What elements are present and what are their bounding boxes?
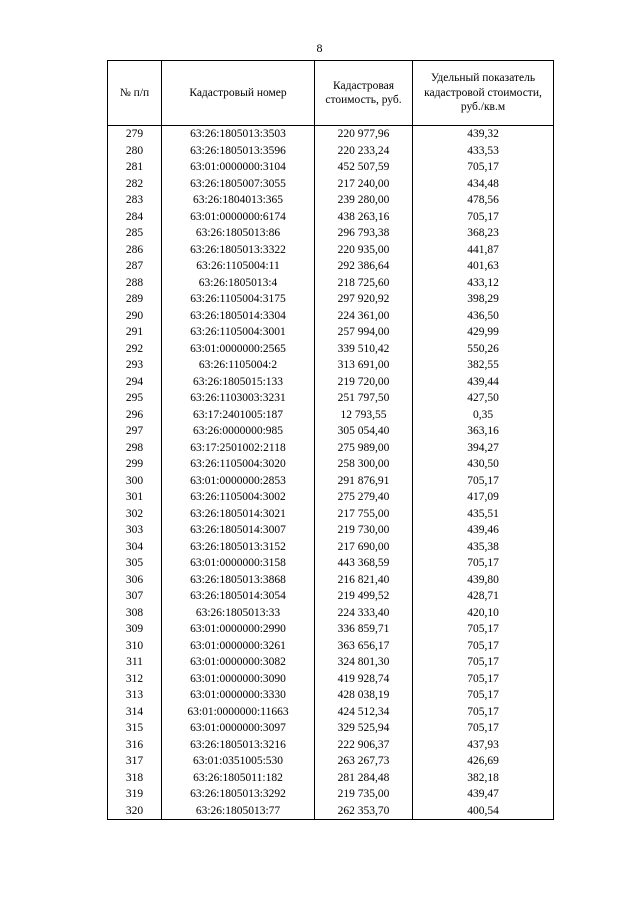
cell-cadastral-number: 63:26:1805013:3216: [162, 737, 315, 754]
cell-cadastral-number: 63:26:1105004:3020: [162, 456, 315, 473]
cell-cadastral-value: 224 361,00: [315, 308, 413, 325]
table-row: [108, 786, 554, 803]
cell-row-number: 320: [108, 803, 162, 820]
cell-cadastral-value: 219 735,00: [315, 786, 413, 803]
cell-cadastral-number: 63:26:1805013:3503: [162, 126, 315, 143]
cell-row-number: 289: [108, 291, 162, 308]
table-row: [108, 126, 554, 143]
cell-row-number: 292: [108, 341, 162, 358]
cell-row-number: 287: [108, 258, 162, 275]
cell-row-number: 282: [108, 176, 162, 193]
cell-row-number: 284: [108, 209, 162, 226]
cell-cadastral-value: 292 386,64: [315, 258, 413, 275]
cell-row-number: 315: [108, 720, 162, 737]
cell-cadastral-number: 63:26:1805013:86: [162, 225, 315, 242]
table-body: [108, 126, 554, 820]
cell-specific-value: 437,93: [413, 737, 554, 754]
cell-cadastral-value: 363 656,17: [315, 638, 413, 655]
cell-cadastral-number: 63:01:0000000:11663: [162, 704, 315, 721]
table-row: [108, 341, 554, 358]
cell-row-number: 319: [108, 786, 162, 803]
cell-specific-value: 382,55: [413, 357, 554, 374]
cell-specific-value: 0,35: [413, 407, 554, 424]
cell-cadastral-number: 63:01:0000000:3261: [162, 638, 315, 655]
table-row: [108, 308, 554, 325]
table-row: [108, 242, 554, 259]
page-number: 8: [316, 41, 323, 55]
cell-cadastral-number: 63:01:0000000:2853: [162, 473, 315, 490]
cell-cadastral-number: 63:26:1805007:3055: [162, 176, 315, 193]
cell-specific-value: 434,48: [413, 176, 554, 193]
cell-specific-value: 363,16: [413, 423, 554, 440]
cell-specific-value: 368,23: [413, 225, 554, 242]
cell-cadastral-value: 443 368,59: [315, 555, 413, 572]
cell-row-number: 293: [108, 357, 162, 374]
cell-row-number: 317: [108, 753, 162, 770]
cell-specific-value: 705,17: [413, 687, 554, 704]
cell-specific-value: 705,17: [413, 209, 554, 226]
header-specific-value: Удельный показатель кадастровой стоимости, руб./кв.м: [413, 61, 554, 126]
cell-row-number: 316: [108, 737, 162, 754]
cell-cadastral-value: 222 906,37: [315, 737, 413, 754]
cell-specific-value: 417,09: [413, 489, 554, 506]
cell-cadastral-number: 63:01:0000000:3097: [162, 720, 315, 737]
cell-cadastral-number: 63:26:1805013:33: [162, 605, 315, 622]
cell-cadastral-value: 275 989,00: [315, 440, 413, 457]
table-row: [108, 324, 554, 341]
cell-cadastral-value: 281 284,48: [315, 770, 413, 787]
table-row: [108, 621, 554, 638]
cell-cadastral-value: 291 876,91: [315, 473, 413, 490]
cell-cadastral-number: 63:26:1105004:11: [162, 258, 315, 275]
table-row: [108, 687, 554, 704]
cell-specific-value: 705,17: [413, 555, 554, 572]
table-row: [108, 456, 554, 473]
cell-specific-value: 439,46: [413, 522, 554, 539]
cell-row-number: 314: [108, 704, 162, 721]
cell-specific-value: 436,50: [413, 308, 554, 325]
table-row: [108, 473, 554, 490]
table-row: [108, 159, 554, 176]
cell-row-number: 295: [108, 390, 162, 407]
cell-cadastral-number: 63:26:1805013:3322: [162, 242, 315, 259]
cell-row-number: 291: [108, 324, 162, 341]
cell-cadastral-number: 63:26:1105004:3002: [162, 489, 315, 506]
cell-cadastral-number: 63:01:0000000:2565: [162, 341, 315, 358]
cell-row-number: 309: [108, 621, 162, 638]
table-row: [108, 704, 554, 721]
cell-row-number: 310: [108, 638, 162, 655]
table-header: [108, 61, 554, 126]
table-row: [108, 572, 554, 589]
table-row: [108, 506, 554, 523]
cell-cadastral-value: 263 267,73: [315, 753, 413, 770]
cell-specific-value: 430,50: [413, 456, 554, 473]
cell-specific-value: 435,51: [413, 506, 554, 523]
cell-row-number: 286: [108, 242, 162, 259]
cell-cadastral-value: 424 512,34: [315, 704, 413, 721]
cell-cadastral-number: 63:26:1805013:77: [162, 803, 315, 820]
table-row: [108, 555, 554, 572]
table-row: [108, 407, 554, 424]
cell-row-number: 311: [108, 654, 162, 671]
cadastral-value-table: [107, 60, 554, 820]
cell-specific-value: 428,71: [413, 588, 554, 605]
table-row: [108, 258, 554, 275]
cell-specific-value: 439,80: [413, 572, 554, 589]
cell-cadastral-number: 63:17:2401005:187: [162, 407, 315, 424]
header-cadastral-number: Кадастровый номер: [162, 61, 315, 126]
cell-row-number: 312: [108, 671, 162, 688]
cell-cadastral-value: 438 263,16: [315, 209, 413, 226]
table-row: [108, 390, 554, 407]
table-row: [108, 225, 554, 242]
cell-row-number: 294: [108, 374, 162, 391]
cell-cadastral-value: 251 797,50: [315, 390, 413, 407]
table-row: [108, 638, 554, 655]
cell-cadastral-number: 63:26:1105004:3175: [162, 291, 315, 308]
header-cadastral-value: Кадастровая стоимость, руб.: [315, 61, 413, 126]
cell-cadastral-number: 63:26:1805014:3054: [162, 588, 315, 605]
cell-row-number: 280: [108, 143, 162, 160]
cell-specific-value: 426,69: [413, 753, 554, 770]
cell-cadastral-number: 63:01:0000000:3090: [162, 671, 315, 688]
cell-specific-value: 400,54: [413, 803, 554, 820]
cell-cadastral-value: 275 279,40: [315, 489, 413, 506]
cell-specific-value: 382,18: [413, 770, 554, 787]
table-row: [108, 489, 554, 506]
cell-cadastral-value: 297 920,92: [315, 291, 413, 308]
cell-cadastral-number: 63:26:1805014:3007: [162, 522, 315, 539]
table-row: [108, 192, 554, 209]
cell-cadastral-number: 63:26:1805015:133: [162, 374, 315, 391]
cell-specific-value: 439,32: [413, 126, 554, 143]
cell-cadastral-number: 63:26:1805014:3304: [162, 308, 315, 325]
cell-cadastral-value: 220 233,24: [315, 143, 413, 160]
cell-specific-value: 420,10: [413, 605, 554, 622]
cell-cadastral-number: 63:26:1805013:3596: [162, 143, 315, 160]
cell-cadastral-value: 428 038,19: [315, 687, 413, 704]
cell-cadastral-number: 63:26:1103003:3231: [162, 390, 315, 407]
table-row: [108, 671, 554, 688]
cell-specific-value: 441,87: [413, 242, 554, 259]
cell-row-number: 318: [108, 770, 162, 787]
cell-cadastral-number: 63:17:2501002:2118: [162, 440, 315, 457]
cell-cadastral-value: 313 691,00: [315, 357, 413, 374]
cell-cadastral-number: 63:01:0000000:2990: [162, 621, 315, 638]
cell-row-number: 290: [108, 308, 162, 325]
cell-row-number: 307: [108, 588, 162, 605]
cell-row-number: 299: [108, 456, 162, 473]
cell-cadastral-value: 12 793,55: [315, 407, 413, 424]
cell-row-number: 308: [108, 605, 162, 622]
cell-cadastral-value: 339 510,42: [315, 341, 413, 358]
cell-row-number: 279: [108, 126, 162, 143]
cell-cadastral-number: 63:01:0000000:3082: [162, 654, 315, 671]
cell-cadastral-number: 63:01:0000000:6174: [162, 209, 315, 226]
cell-cadastral-number: 63:26:1805011:182: [162, 770, 315, 787]
cell-row-number: 298: [108, 440, 162, 457]
cell-cadastral-value: 239 280,00: [315, 192, 413, 209]
cell-cadastral-value: 329 525,94: [315, 720, 413, 737]
cell-specific-value: 550,26: [413, 341, 554, 358]
cell-cadastral-number: 63:26:1105004:2: [162, 357, 315, 374]
header-row-number: № п/п: [108, 61, 162, 126]
cell-cadastral-number: 63:26:1804013:365: [162, 192, 315, 209]
table-row: [108, 654, 554, 671]
cell-cadastral-value: 336 859,71: [315, 621, 413, 638]
cell-row-number: 301: [108, 489, 162, 506]
header-row: [108, 61, 554, 126]
table-row: [108, 522, 554, 539]
cell-specific-value: 439,47: [413, 786, 554, 803]
cell-specific-value: 705,17: [413, 671, 554, 688]
cell-cadastral-number: 63:01:0000000:3158: [162, 555, 315, 572]
cell-specific-value: 394,27: [413, 440, 554, 457]
cell-cadastral-value: 219 720,00: [315, 374, 413, 391]
cell-cadastral-value: 305 054,40: [315, 423, 413, 440]
cell-row-number: 302: [108, 506, 162, 523]
cell-row-number: 303: [108, 522, 162, 539]
cell-row-number: 296: [108, 407, 162, 424]
cell-cadastral-number: 63:26:0000000:985: [162, 423, 315, 440]
cell-cadastral-number: 63:01:0351005:530: [162, 753, 315, 770]
cell-cadastral-value: 324 801,30: [315, 654, 413, 671]
cell-cadastral-value: 419 928,74: [315, 671, 413, 688]
table-row: [108, 176, 554, 193]
cell-cadastral-value: 216 821,40: [315, 572, 413, 589]
table-row: [108, 539, 554, 556]
cell-specific-value: 705,17: [413, 638, 554, 655]
cell-row-number: 281: [108, 159, 162, 176]
cell-specific-value: 401,63: [413, 258, 554, 275]
cell-row-number: 283: [108, 192, 162, 209]
cell-cadastral-number: 63:01:0000000:3330: [162, 687, 315, 704]
cell-row-number: 306: [108, 572, 162, 589]
cell-cadastral-number: 63:26:1805014:3021: [162, 506, 315, 523]
cell-row-number: 297: [108, 423, 162, 440]
table-row: [108, 374, 554, 391]
cell-specific-value: 439,44: [413, 374, 554, 391]
cell-specific-value: 433,12: [413, 275, 554, 292]
cell-cadastral-number: 63:26:1805013:3292: [162, 786, 315, 803]
cell-cadastral-value: 219 499,52: [315, 588, 413, 605]
table-row: [108, 753, 554, 770]
cell-specific-value: 705,17: [413, 621, 554, 638]
table-row: [108, 803, 554, 820]
cell-cadastral-number: 63:26:1105004:3001: [162, 324, 315, 341]
cell-cadastral-number: 63:26:1805013:4: [162, 275, 315, 292]
cell-specific-value: 433,53: [413, 143, 554, 160]
table-row: [108, 440, 554, 457]
cell-specific-value: 427,50: [413, 390, 554, 407]
cell-cadastral-value: 224 333,40: [315, 605, 413, 622]
cell-specific-value: 705,17: [413, 654, 554, 671]
table-row: [108, 720, 554, 737]
cell-cadastral-number: 63:26:1805013:3152: [162, 539, 315, 556]
cell-specific-value: 705,17: [413, 473, 554, 490]
cell-cadastral-value: 219 730,00: [315, 522, 413, 539]
table-row: [108, 588, 554, 605]
table-row: [108, 737, 554, 754]
cell-row-number: 300: [108, 473, 162, 490]
cell-cadastral-number: 63:01:0000000:3104: [162, 159, 315, 176]
cell-cadastral-value: 217 755,00: [315, 506, 413, 523]
cell-specific-value: 705,17: [413, 159, 554, 176]
cell-cadastral-value: 262 353,70: [315, 803, 413, 820]
cell-specific-value: 435,38: [413, 539, 554, 556]
cell-cadastral-value: 452 507,59: [315, 159, 413, 176]
cell-cadastral-value: 218 725,60: [315, 275, 413, 292]
cell-cadastral-value: 257 994,00: [315, 324, 413, 341]
cell-row-number: 304: [108, 539, 162, 556]
cell-row-number: 305: [108, 555, 162, 572]
cell-specific-value: 398,29: [413, 291, 554, 308]
table-row: [108, 143, 554, 160]
cell-cadastral-value: 220 977,96: [315, 126, 413, 143]
table-row: [108, 423, 554, 440]
table-row: [108, 605, 554, 622]
cell-row-number: 285: [108, 225, 162, 242]
cell-row-number: 288: [108, 275, 162, 292]
cell-cadastral-value: 258 300,00: [315, 456, 413, 473]
cell-specific-value: 705,17: [413, 720, 554, 737]
table-row: [108, 357, 554, 374]
cell-cadastral-value: 217 240,00: [315, 176, 413, 193]
cell-cadastral-number: 63:26:1805013:3868: [162, 572, 315, 589]
cell-cadastral-value: 220 935,00: [315, 242, 413, 259]
table-row: [108, 291, 554, 308]
cell-cadastral-value: 217 690,00: [315, 539, 413, 556]
cell-specific-value: 429,99: [413, 324, 554, 341]
cell-cadastral-value: 296 793,38: [315, 225, 413, 242]
table-row: [108, 275, 554, 292]
cell-specific-value: 705,17: [413, 704, 554, 721]
table-row: [108, 209, 554, 226]
cell-specific-value: 478,56: [413, 192, 554, 209]
cell-row-number: 313: [108, 687, 162, 704]
table-row: [108, 770, 554, 787]
